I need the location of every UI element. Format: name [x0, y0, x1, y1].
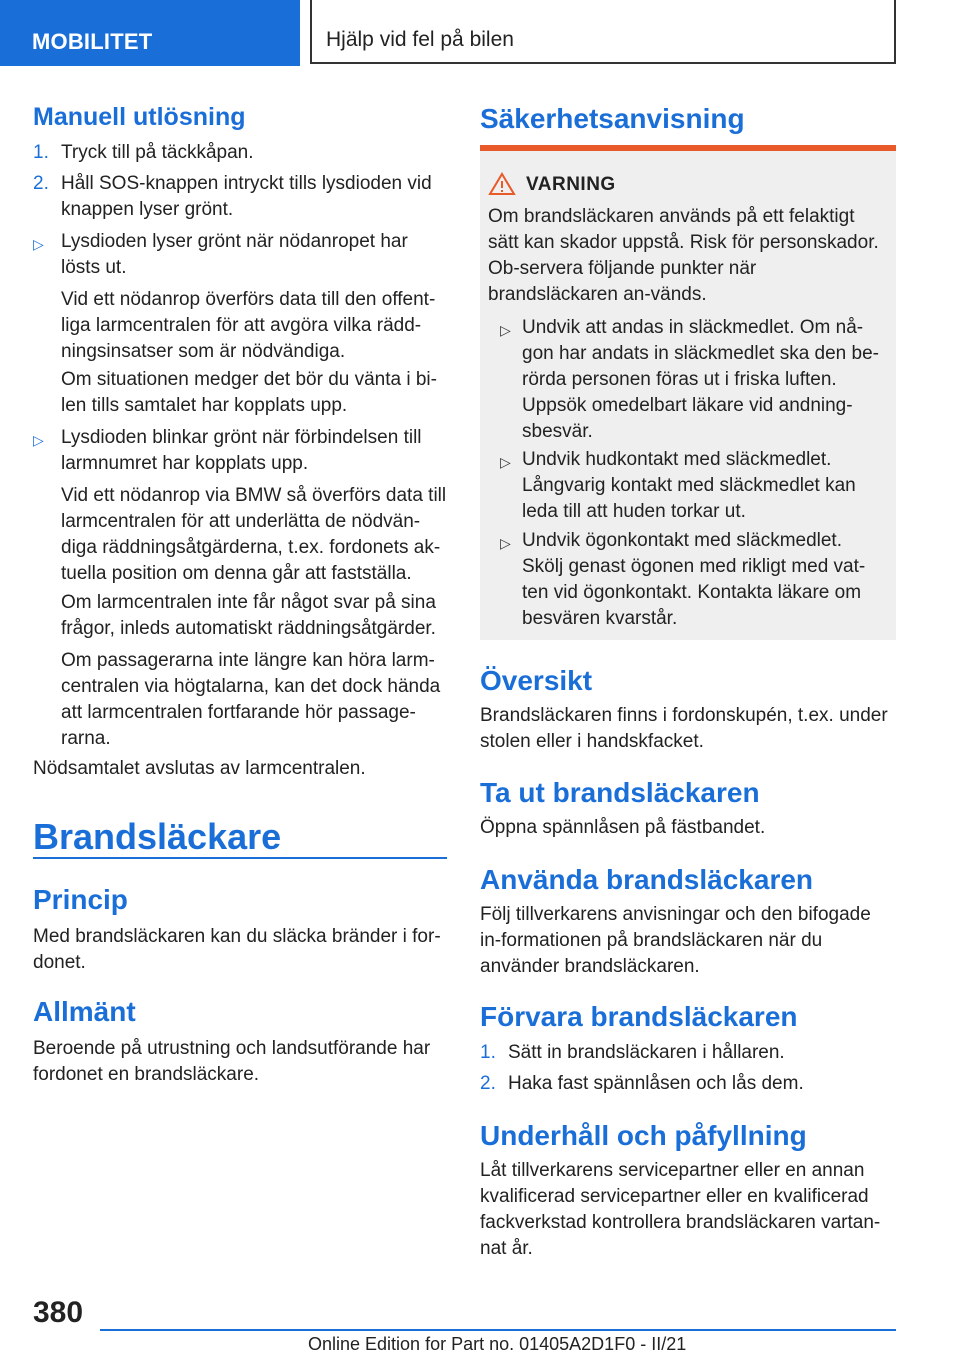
- step-number: 2.: [480, 1073, 496, 1094]
- step-number: 1.: [480, 1042, 496, 1063]
- step-number: 2.: [33, 173, 49, 194]
- footer-edition: Online Edition for Part no. 01405A2D1F0 - II/21: [308, 1334, 687, 1354]
- triangle-right-icon: ▷: [500, 454, 511, 470]
- warning-label: VARNING: [526, 174, 616, 195]
- step-text: Håll SOS-knappen intryckt tills lysdioden vid knappen lyser grönt.: [61, 173, 432, 220]
- closing-text: Nödsamtalet avslutas av larmcentralen.: [33, 758, 366, 779]
- bullet-paragraph: Vid ett nödanrop via BMW så överförs data till larmcentralen för att underlätta de nödvän-diga räddningsåtgärderna, t.ex. fordonets ak-tuella position om denna går att fastställa.: [61, 485, 447, 584]
- warning-item-text: Undvik ögonkontakt med släckmedlet. Skölj genast ögonen med rikligt med vat-ten vid ögonkontakt. Kontakta läkare om besvären kvarstår.: [522, 530, 866, 629]
- step-text: Sätt in brandsläckaren i hållaren.: [508, 1042, 785, 1063]
- step-text: Haka fast spännlåsen och lås dem.: [508, 1073, 804, 1094]
- triangle-right-icon: ▷: [500, 535, 511, 551]
- use-heading: Använda brandsläckaren: [480, 864, 814, 895]
- page-number: 380: [33, 1296, 84, 1329]
- warning-item: [488, 528, 886, 632]
- bullet-text: Lysdioden lyser grönt när nödanropet har lösts ut.: [61, 231, 408, 278]
- store-step-item: [480, 1071, 896, 1097]
- warning-triangle-icon: [488, 172, 516, 196]
- warning-box: [480, 151, 896, 640]
- step-text: Tryck till på täckkåpan.: [61, 142, 254, 163]
- maintenance-text: Låt tillverkarens servicepartner eller en annan kvalificerad servicepartner eller en kvalificerad fackverkstad kontrollera brandsläckaren vartan-nat år.: [480, 1160, 881, 1259]
- overview-text: Brandsläckaren finns i fordonskupén, t.ex. under stolen eller i handskfacket.: [480, 705, 888, 752]
- remove-heading: Ta ut brandsläckaren: [480, 777, 760, 808]
- overview-heading: Översikt: [480, 665, 593, 696]
- step-item: [33, 171, 447, 223]
- bullet-paragraph: Om situationen medger det bör du vänta i bi-len tills samtalet har kopplats upp.: [61, 369, 437, 416]
- general-text: Beroende på utrustning och landsutförande har fordonet en brandsläckare.: [33, 1038, 431, 1085]
- principle-heading: Princip: [33, 884, 128, 915]
- manual-release-heading: Manuell utlösning: [33, 103, 246, 131]
- chapter-title: Hjälp vid fel på bilen: [310, 0, 896, 64]
- warning-item: [488, 447, 886, 525]
- bullet-item: [33, 229, 447, 281]
- warning-item-text: Undvik att andas in släckmedlet. Om nå-gon har andats in släckmedlet ska den be-rörda personen föras ut i friska luften. Uppsök omedelbart läkare vid andning-sbesvär.: [522, 317, 879, 442]
- general-heading: Allmänt: [33, 996, 136, 1027]
- remove-text: Öppna spännlåsen på fästbandet.: [480, 817, 766, 838]
- maintenance-heading: Underhåll och påfyllning: [480, 1120, 807, 1151]
- safety-heading: Säkerhetsanvisning: [480, 103, 745, 134]
- warning-item: [488, 315, 886, 445]
- triangle-right-icon: ▷: [33, 432, 44, 448]
- bullet-item: [33, 425, 447, 477]
- bullet-text: Lysdioden blinkar grönt när förbindelsen till larmnumret har kopplats upp.: [61, 427, 422, 474]
- footer-rule: [100, 1329, 896, 1331]
- bullet-paragraph: Vid ett nödanrop överförs data till den offent-liga larmcentralen för att avgöra vilka rädd-ningsinsatser som är nödvändiga.: [61, 289, 436, 362]
- left-column: [33, 0, 447, 1362]
- triangle-right-icon: ▷: [500, 322, 511, 338]
- bullet-paragraph: Om larmcentralen inte får något svar på sina frågor, inleds automatiskt räddningsåtgärder.: [61, 592, 436, 639]
- title-rule: [33, 857, 447, 859]
- use-text: Följ tillverkarens anvisningar och den bifogade in-formationen på brandsläckaren när du använder brandsläckaren.: [480, 904, 871, 977]
- store-heading: Förvara brandsläckaren: [480, 1001, 798, 1032]
- store-step-item: [480, 1040, 896, 1066]
- warning-text: Om brandsläckaren används på ett felaktigt sätt kan skador uppstå. Risk för personskador. Ob-servera följande punkter när brandsläckaren an-vänds.: [488, 206, 879, 305]
- triangle-right-icon: ▷: [33, 236, 44, 252]
- bullet-paragraph: Om passagerarna inte längre kan höra larm-centralen via högtalarna, kan det dock hända att larmcentralen fortfarande hör passage-rarna.: [61, 650, 441, 749]
- step-number: 1.: [33, 142, 49, 163]
- page-main-title: Brandsläckare: [33, 816, 282, 857]
- section-tab: MOBILITET: [0, 0, 300, 66]
- right-column: [480, 0, 896, 1362]
- principle-text: Med brandsläckaren kan du släcka bränder i for-donet.: [33, 926, 441, 973]
- step-item: [33, 140, 447, 166]
- warning-item-text: Undvik hudkontakt med släckmedlet. Långvarig kontakt med släckmedlet kan leda till att huden torkar ut.: [522, 449, 856, 522]
